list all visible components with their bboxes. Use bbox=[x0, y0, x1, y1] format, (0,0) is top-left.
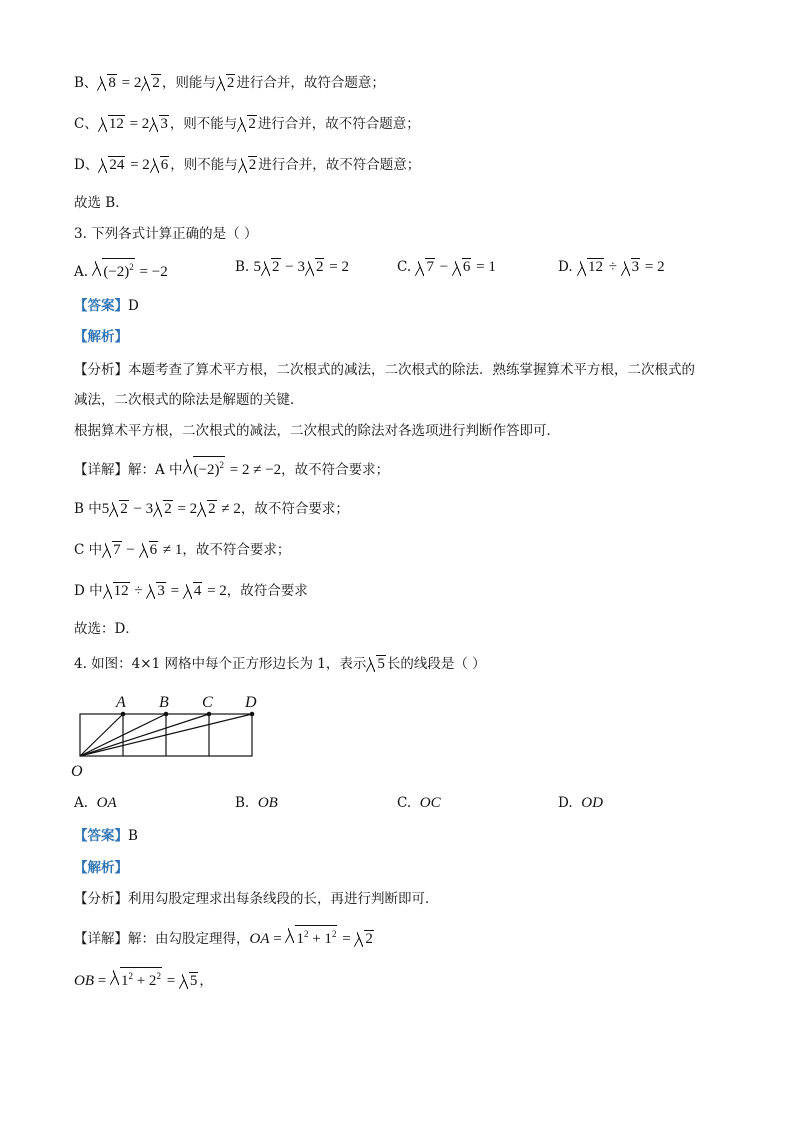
point-a bbox=[121, 712, 126, 717]
solution-line-c: C、 12 = 2 3 ，则不能与 2 进行合并，故不符合题意； bbox=[74, 116, 420, 132]
q3-detail-a: 【详解】解：A 中 $(-2)^2 = 2 \ne -2$，故不符合要求； bbox=[74, 456, 389, 480]
q4-detail-ob: OB = $1^2 + 2^2 = 5$ ， bbox=[74, 967, 213, 991]
label-c: C bbox=[202, 694, 213, 711]
math-sqrt24: 24 = 2 6 bbox=[98, 157, 170, 173]
math-sqrt12: 12 = 2 3 bbox=[98, 116, 170, 132]
q3-fenxi-line2: 减法，二次根式的除法是解题的关键． bbox=[74, 392, 304, 408]
label-b: B bbox=[159, 694, 169, 711]
label-o: O bbox=[71, 763, 83, 780]
q4-fenxi: 【分析】利用勾股定理求出每条线段的长，再进行判断即可． bbox=[74, 891, 439, 907]
choose-b: 故选 B． bbox=[74, 195, 129, 211]
q3-detail-c: C 中 7 − 6 ≠ 1，故不符合要求； bbox=[74, 542, 291, 558]
q3-option-c: C. 7 − 6 = 1 bbox=[397, 259, 496, 275]
q4-detail-oa: 【详解】解：由勾股定理得，OA = $1^2 + 1^2 = 2$ bbox=[74, 925, 375, 949]
q4-option-c: C. OC bbox=[397, 795, 441, 811]
q4-option-d: D. OD bbox=[558, 795, 603, 811]
q4-stem: 4. 如图：4×1 网格中每个正方形边长为 1，表示 5 长的线段是（ ） bbox=[74, 656, 486, 672]
q3-analysis-tag: 【解析】 bbox=[74, 329, 128, 345]
q3-choose: 故选：D． bbox=[74, 621, 139, 637]
grid-figure bbox=[70, 690, 270, 782]
point-b bbox=[164, 712, 169, 717]
q3-stem: 3. 下列各式计算正确的是（ ） bbox=[74, 226, 258, 242]
point-d bbox=[250, 712, 255, 717]
q3-answer: 【答案】D bbox=[74, 298, 139, 314]
q3-fenxi-line3: 根据算术平方根，二次根式的减法，二次根式的除法对各选项进行判断作答即可． bbox=[74, 423, 560, 439]
solution-line-b: B、 8 = 2 2 ，则能与 2 进行合并，故符合题意； bbox=[74, 75, 385, 91]
q4-option-a: A. OA bbox=[74, 795, 117, 811]
segment-oa bbox=[80, 714, 123, 756]
q4-option-b: B. OB bbox=[235, 795, 278, 811]
q3-option-a: A. $(-2)^2 = -2$ bbox=[74, 258, 168, 281]
q3-option-b: B. 5 2 − 3 2 = 2 bbox=[235, 259, 349, 275]
label-d: D bbox=[245, 694, 257, 711]
solution-line-d: D、 24 = 2 6 ，则不能与 2 进行合并，故不符合题意； bbox=[74, 157, 421, 173]
q3-detail-d: D 中 12 ÷ 3 = 4 = 2，故符合要求 bbox=[74, 583, 308, 599]
q4-analysis-tag: 【解析】 bbox=[74, 860, 128, 876]
segment-oc bbox=[80, 714, 209, 756]
q3-option-d: D. 12 ÷ 3 = 2 bbox=[558, 259, 665, 275]
math-sqrt8: 8 = 2 2 bbox=[97, 75, 161, 91]
label-a: A bbox=[116, 694, 126, 711]
q3-detail-b: B 中5 2 − 3 2 = 2 2 ≠ 2，故不符合要求； bbox=[74, 501, 349, 517]
point-c bbox=[207, 712, 212, 717]
q3-fenxi-line1: 【分析】本题考查了算术平方根，二次根式的减法，二次根式的除法．熟练掌握算术平方根，二次根式的 bbox=[74, 362, 695, 378]
q4-answer: 【答案】B bbox=[74, 828, 138, 844]
